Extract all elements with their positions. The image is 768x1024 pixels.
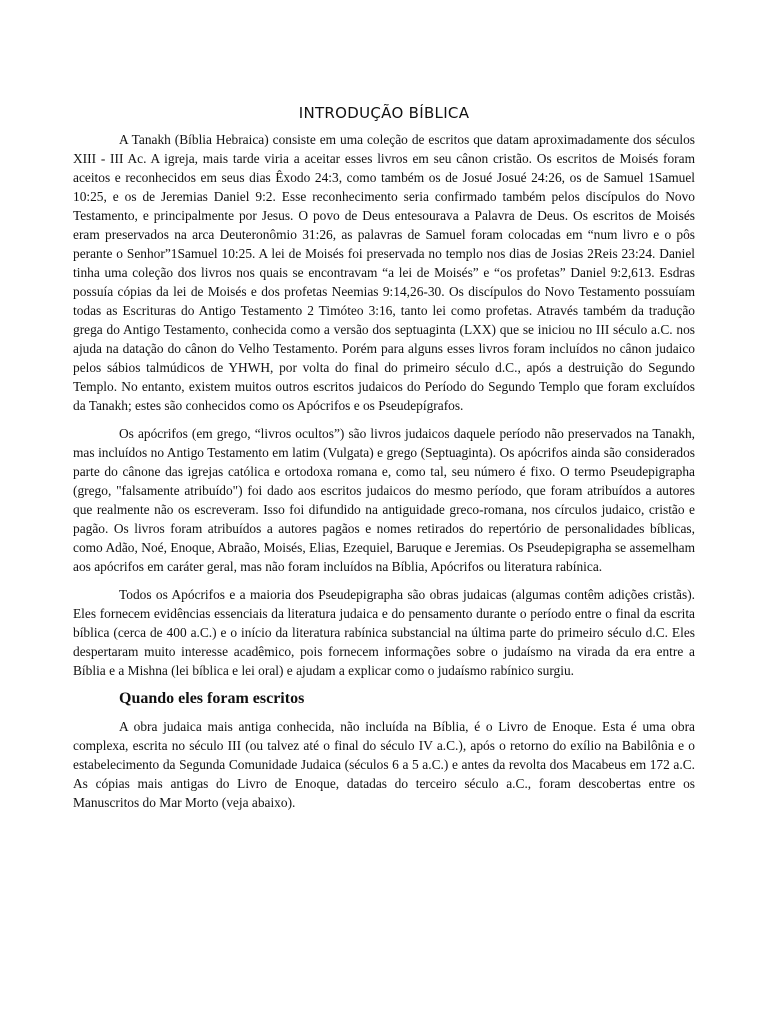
paragraph-tanakh: A Tanakh (Bíblia Hebraica) consiste em uma coleção de escritos que datam aproximadamente dos séculos XIII - III Ac. A igreja, mais tarde viria a aceitar esses livros em seu cânon cristão. Os escritos de Moisés foram aceitos e reconhecidos em seus dias Êxodo 24:3, como também os de Josué Josué 24:26, os de Samuel 1Samuel 10:25, e os de Jeremias Daniel 9:2. Esse reconhecimento seria confirmado também pelos discípulos do Novo Testamento, e principalmente por Jesus. O povo de Deus entesourava a Palavra de Deus. Os escritos de Moisés eram preservados na arca Deuteronômio 31:26, as palavras de Samuel foram colocadas em “num livro e o pôs perante o Senhor”1Samuel 10:25. A lei de Moisés foi preservada no templo nos dias de Josias 2Reis 23:24. Daniel tinha uma coleção dos livros nos quais se encontravam “a lei de Moisés” e “os profetas” Daniel 9:2,613. Esdras possuía cópias da lei de Moisés e dos profetas Neemias 9:14,26-30. Os discípulos do Novo Testamento possuíam todas as Escrituras do Antigo Testamento 2 Timóteo 3:16, tanto lei como profetas. Através também da tradução grega do Antigo Testamento, conhecida como a versão dos septuaginta (LXX) que se iniciou no III século a.C. nos ajuda na datação do cânon do Velho Testamento. Porém para alguns esses livros foram incluídos no cânon judaico pelos sábios talmúdicos de YHWH, por volta do final do primeiro século d.C., após a destruição do Segundo Templo. No entanto, existem muitos outros escritos judaicos do Período do Segundo Templo que foram excluídos da Tanakh; estes são conhecidos como os Apócrifos e os Pseudepígrafos. [73, 132, 695, 413]
paragraph-enoque: A obra judaica mais antiga conhecida, não incluída na Bíblia, é o Livro de Enoque. Esta é uma obra complexa, escrita no século III (ou talvez até o final do século IV a.C.), após o retorno do exílio na Babilônia e o estabelecimento da Segunda Comunidade Judaica (séculos 6 a 5 a.C.) e antes da revolta dos Macabeus em 172 a.C. As cópias mais antigas do Livro de Enoque, datadas do terceiro século a.C., foram descobertas entre os Manuscritos do Mar Morto (veja abaixo). [73, 719, 695, 810]
paragraph-pseudepigrapha: Todos os Apócrifos e a maioria dos Pseudepigrapha são obras judaicas (algumas contêm adições cristãs). Eles fornecem evidências essenciais da literatura judaica e do pensamento durante o período entre o final da escrita bíblica (cerca de 400 a.C.) e o início da literatura rabínica substancial na última parte do primeiro século d.C. Eles despertaram muito interesse acadêmico, pois fornecem informações sobre o judaísmo na virada da era entre a Bíblia e a Mishna (lei bíblica e lei oral) e ajudam a explicar como o judaísmo rabínico surgiu. [73, 587, 695, 678]
paragraph-apocrifos: Os apócrifos (em grego, “livros ocultos”) são livros judaicos daquele período não preservados na Tanakh, mas incluídos no Antigo Testamento em latim (Vulgata) e grego (Septuaginta). Os apócrifos ainda são considerados parte do cânone das igrejas católica e ortodoxa romana e, como tal, seu número é fixo. O termo Pseudepigrapha (grego, "falsamente atribuído") foi dado aos escritos judaicos do mesmo período, que foram atribuídos a autores que realmente não os escreveram. Isso foi difundido na antiguidade greco-romana, nos círculos judaico, cristão e pagão. Os livros foram atribuídos a autores pagãos e nomes retirados do repertório de personalidades bíblicas, como Adão, Noé, Enoque, Abraão, Moisés, Elias, Ezequiel, Baruque e Jeremias. Os Pseudepigrapha se assemelham aos apócrifos em caráter geral, mas não foram incluídos na Bíblia, Apócrifos ou literatura rabínica. [73, 426, 695, 574]
document-page [73, 103, 695, 821]
document-title: INTRODUÇÃO BÍBLICA [298, 104, 470, 122]
section-heading: Quando eles foram escritos [119, 690, 305, 707]
